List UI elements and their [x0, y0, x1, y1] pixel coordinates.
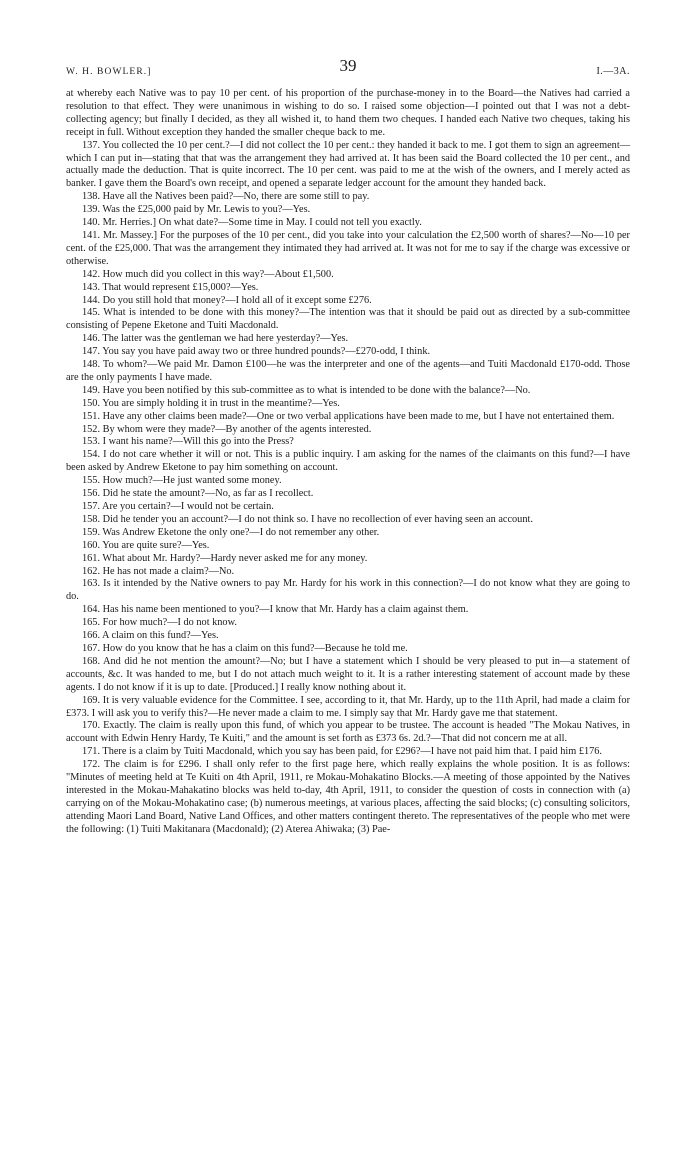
paragraph-question: 158. Did he tender you an account?—I do not think so. I have no recollection of ever having seen an account. [82, 513, 533, 525]
paragraph-question: 163. Is it intended by the Native owners to pay Mr. Hardy for his work in this connection?—I do not know what they are going to do. [66, 578, 630, 603]
paragraph-question: 151. Have any other claims been made?—One or two verbal applications have been made to me, but I have not entertained them. [82, 410, 615, 422]
paragraph-question: 140. Mr. Herries.] On what date?—Some time in May. I could not tell you exactly. [82, 217, 422, 229]
paragraph-question: 141. Mr. Massey.] For the purposes of the 10 per cent., did you take into your calculation the £2,500 worth of shares?—No—10 per cent. of the £25,000. That was the arrangement they intimated they had arrived at. It was not for me to say if the charge was excessive or otherwise. [66, 229, 630, 267]
paragraph-question: 148. To whom?—We paid Mr. Damon £100—he was the interpreter and one of the agents—and Tuiti Macdonald £170-odd. Those are the only payments I have made. [66, 359, 630, 383]
paragraph-question: 169. It is very valuable evidence for the Committee. I see, according to it, that Mr. Hardy, up to the 11th April, had made a claim for £373. I will ask you to verify this?—He never made a claim to me. I simply say that Mr. Hardy gave me that statement. [66, 694, 630, 719]
paragraph-question: 155. How much?—He just wanted some money. [82, 475, 282, 487]
paragraph-question: 142. How much did you collect in this way?—About £1,500. [82, 268, 334, 280]
paragraph-question: 157. Are you certain?—I would not be certain. [82, 501, 274, 512]
paragraph-question: 137. You collected the 10 per cent.?—I did not collect the 10 per cent.: they handed it back to me. I got them to sign an agreement—which I can put in—stating that that was the arrangement they had arrived at. It has been said the Board collected the 10 per cent., and actually made the deduction. That is quite incorrect. The 10 per cent. was paid to me at the wish of the owners, and I merely acted as banker. I gave them the Board's own receipt, and opened a separate ledger account for the amount they handed back. [66, 139, 630, 190]
paragraph-question: 150. You are simply holding it in trust in the meantime?—Yes. [82, 397, 340, 409]
paragraph-question: 138. Have all the Natives been paid?—No, there are some still to pay. [82, 191, 370, 203]
paragraph-question: 153. I want his name?—Will this go into the Press? [82, 436, 294, 448]
paragraph-question: 156. Did he state the amount?—No, as far as I recollect. [82, 488, 314, 500]
paragraph-question: 162. He has not made a claim?—No. [82, 565, 235, 577]
paragraph-question: 164. Has his name been mentioned to you?—I know that Mr. Hardy has a claim against them. [82, 604, 469, 616]
header-witness-name: W. H. BOWLER.] [66, 67, 152, 77]
paragraph-question: 160. You are quite sure?—Yes. [82, 539, 210, 551]
paragraph-question: 154. I do not care whether it will or not. This is a public inquiry. I am asking for the names of the claimants on this fund?—I have been asked by Andrew Eketone to pay him something on account. [66, 449, 630, 474]
paragraph-question: 147. You say you have paid away two or three hundred pounds?—£270-odd, I think. [82, 346, 431, 358]
paragraph-question: 149. Have you been notified by this sub-committee as to what is intended to be done with the balance?—No. [82, 384, 531, 396]
paragraph-question: 161. What about Mr. Hardy?—Hardy never asked me for any money. [82, 552, 368, 564]
paragraph-continuation: at whereby each Native was to pay 10 per cent. of his proportion of the purchase-money in to the Board—the Natives had carried a resolution to that effect. They were unanimous in wishing to do so. I raised some objection—I pointed out that I was not a debt-collecting agency; but finally I decided, as they all wished it, to hand them two cheques. I handed each Native two cheques, taking his receipt in full. Without exception they handed the smaller cheque back to me. [66, 88, 630, 138]
paragraph-question: 144. Do you still hold that money?—I hold all of it except some £276. [82, 294, 372, 306]
paragraph-question: 143. That would represent £15,000?—Yes. [82, 281, 259, 293]
paragraph-question: 168. And did he not mention the amount?—No; but I have a statement which I should be very pleased to put in—a statement of accounts, &c. It was handed to me, but I do not attach much weight to it. It is a rather interesting statement of account made by these agents. I do not know if it is up to date. [Produced.] I really know nothing about it. [66, 655, 630, 693]
page-header [66, 56, 630, 80]
document-body [66, 88, 630, 837]
paragraph-question: 139. Was the £25,000 paid by Mr. Lewis to you?—Yes. [82, 204, 311, 216]
paragraph-question: 166. A claim on this fund?—Yes. [82, 630, 219, 642]
paragraph-question: 167. How do you know that he has a claim on this fund?—Because he told me. [82, 642, 408, 654]
paragraph-question: 146. The latter was the gentleman we had here yesterday?—Yes. [82, 333, 349, 345]
paragraph-question: 171. There is a claim by Tuiti Macdonald, which you say has been paid, for £296?—I have not paid him that. I paid him £176. [82, 746, 602, 758]
page-number: 39 [339, 56, 357, 75]
paper-reference: I.—3A. [596, 66, 630, 77]
paragraph-question: 172. The claim is for £296. I shall only refer to the first page here, which really explains the whole position. It is as follows: "Minutes of meeting held at Te Kuiti on 4th April, 1911, re Mokau-Mohakatino Blocks.—A meeting of those appointed by the Natives interested in the Mokau-Mahakatino blocks was held to-day, 4th April, 1911, to consider the question of costs in connection with (a) carrying on of the Mokau-Mohakatino case; (b) numerous meetings, at various places, affecting the said blocks; (c) consulting solicitors, attending Maori Land Board, Native Land Offices, and other matters contingent thereto. The representatives of the people who met were the following: (1) Tuiti Makitanara (Macdonald); (2) Aterea Ahiwaka; (3) Pae- [66, 759, 630, 835]
paragraph-question: 152. By whom were they made?—By another of the agents interested. [82, 423, 372, 435]
paragraph-question: 165. For how much?—I do not know. [82, 617, 237, 629]
paragraph-question: 159. Was Andrew Eketone the only one?—I do not remember any other. [82, 526, 380, 538]
paragraph-question: 170. Exactly. The claim is really upon this fund, of which you appear to be trustee. The account is headed "The Mokau Natives, in account with Edwin Henry Hardy, Te Kuiti," and the amount is set forth as £373 6s. 2d.?—That did not concern me at all. [66, 720, 630, 745]
paragraph-question: 145. What is intended to be done with this money?—The intention was that it should be paid out as directed by a sub-committee consisting of Pepene Eketone and Tuiti Macdonald. [66, 307, 630, 332]
